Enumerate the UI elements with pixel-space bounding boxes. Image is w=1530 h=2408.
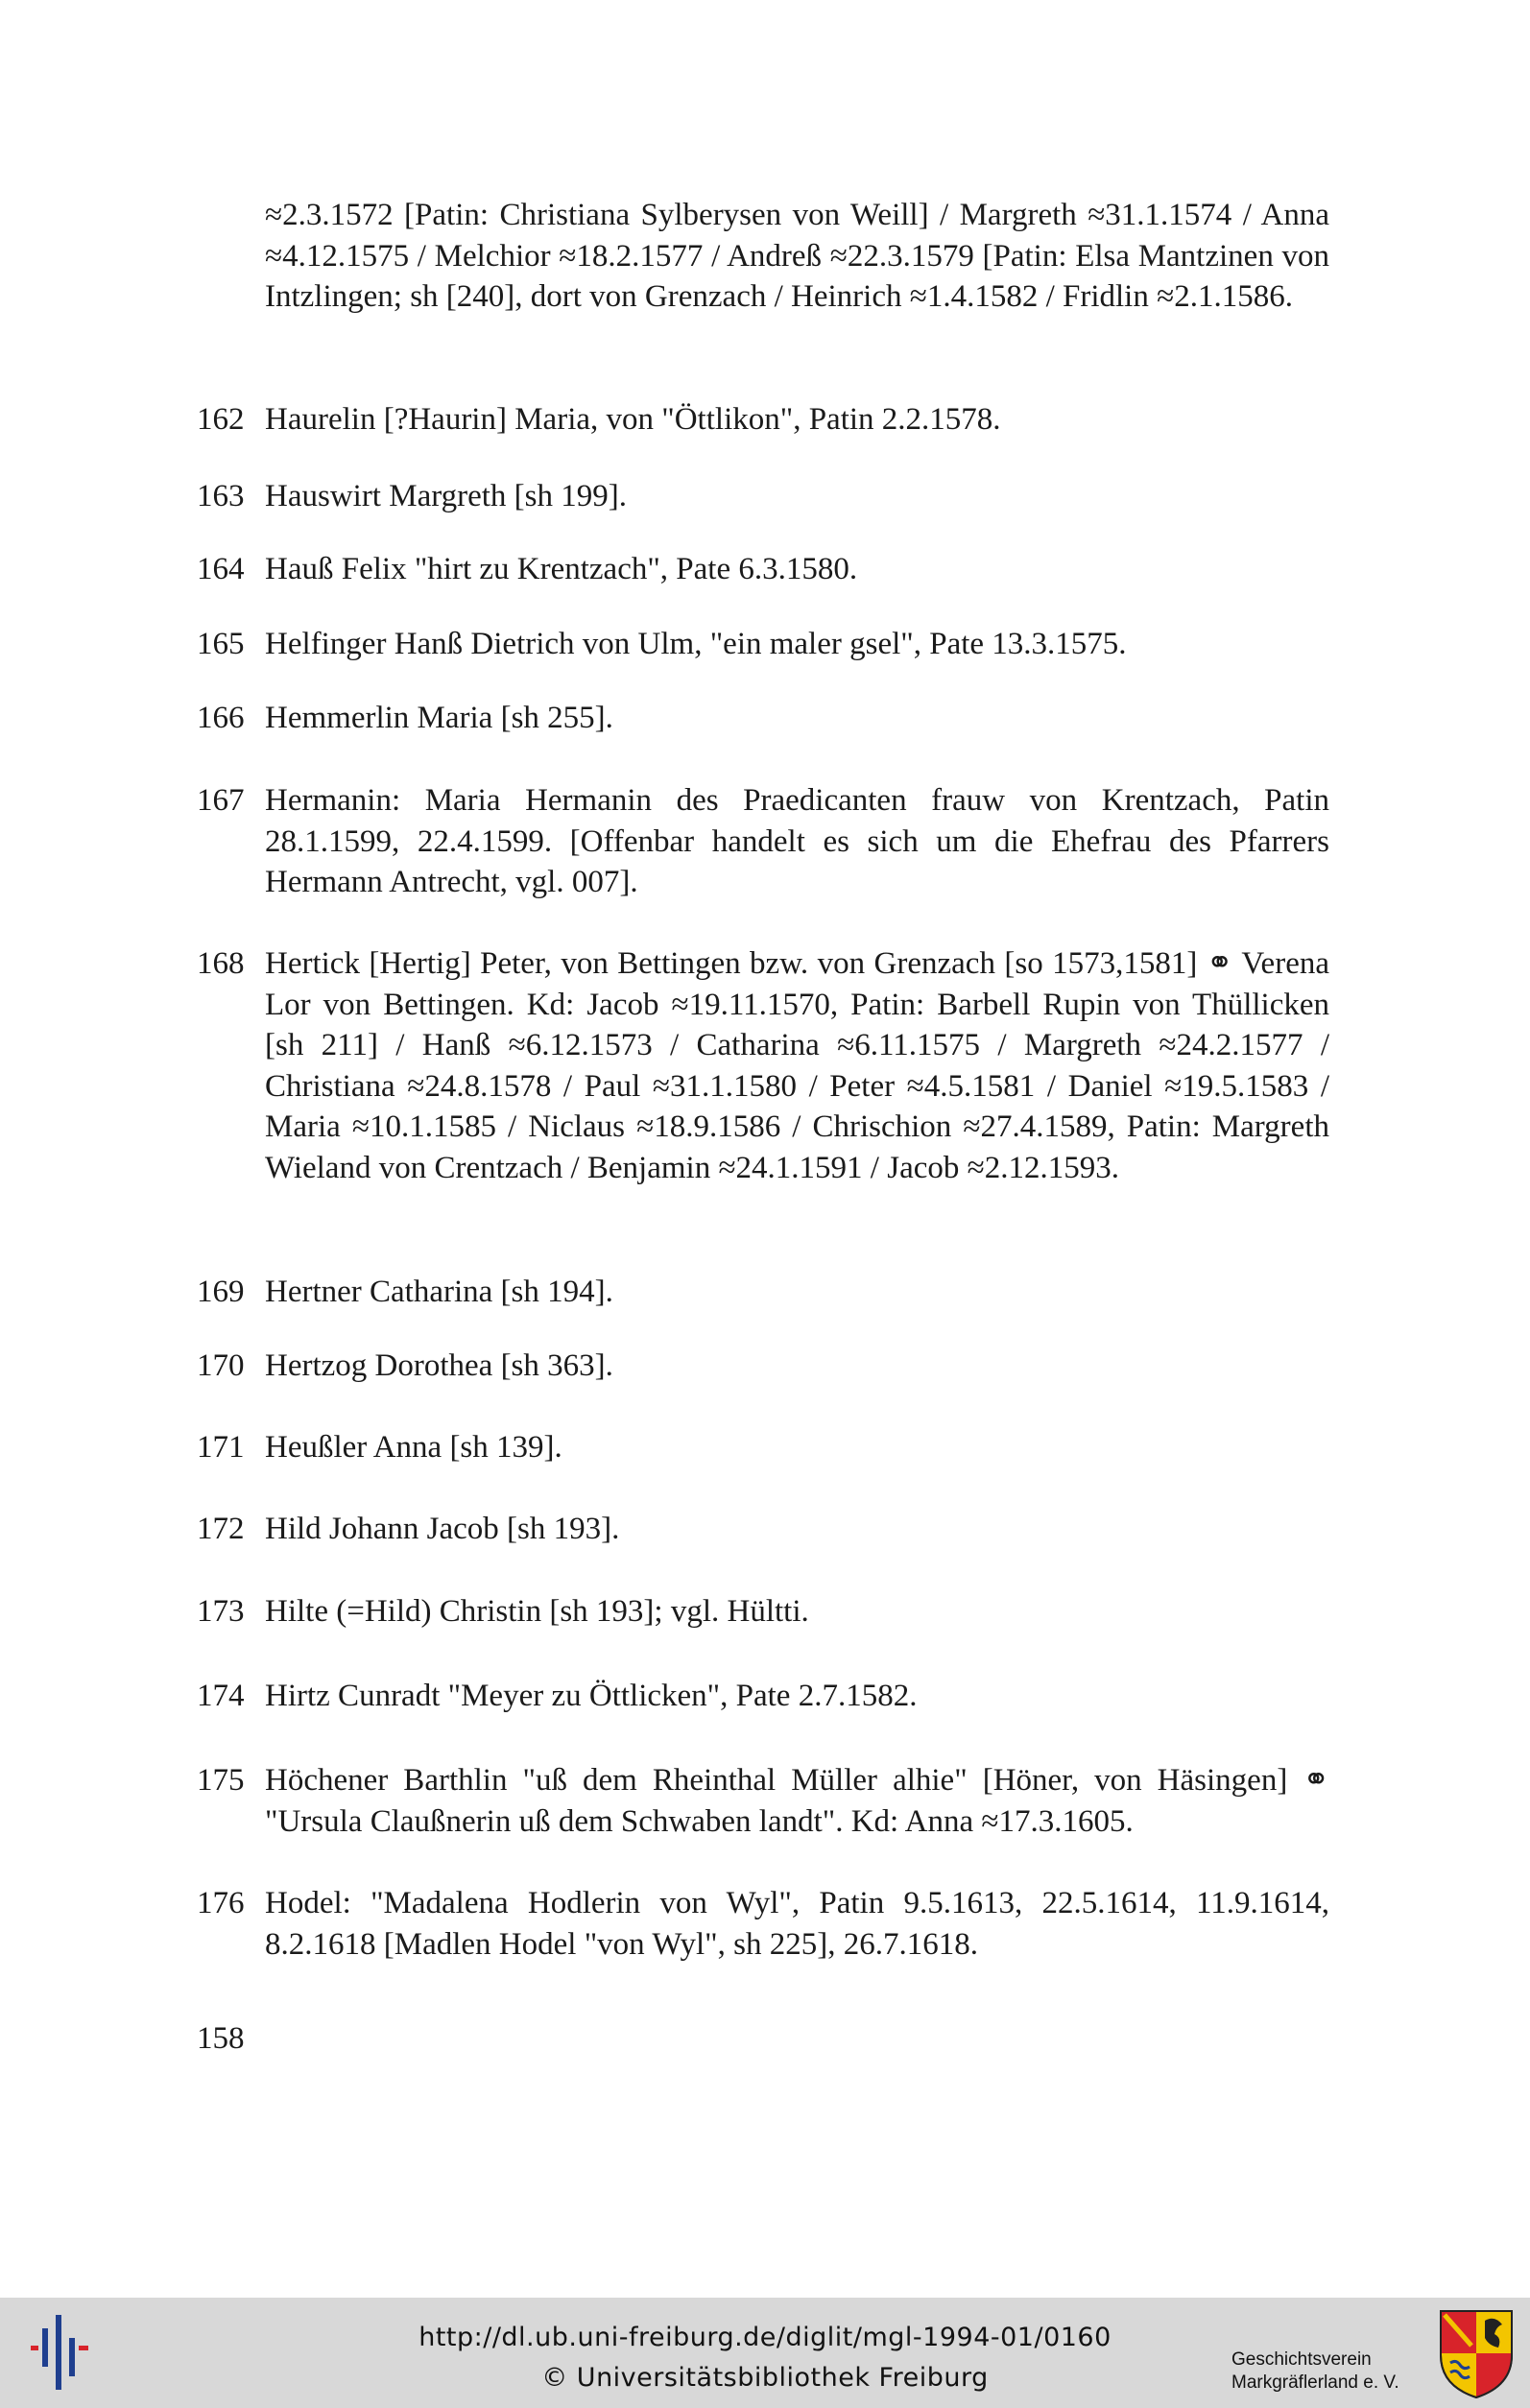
entry-170 xyxy=(197,1346,1329,1387)
entry-text: Hilte (=Hild) Christin [sh 193]; vgl. Hültti. xyxy=(265,1594,809,1629)
entry-173 xyxy=(197,1591,1329,1633)
entry-172 xyxy=(197,1509,1329,1550)
entry-number: 165 xyxy=(197,627,245,661)
entry-175 xyxy=(197,1760,1329,1842)
entry-162 xyxy=(197,399,1329,441)
entry-number: 176 xyxy=(197,1886,245,1920)
entry-number: 166 xyxy=(197,701,245,735)
entry-text: Hauß Felix "hirt zu Krentzach", Pate 6.3.1580. xyxy=(265,552,858,586)
entry-number: 167 xyxy=(197,783,245,818)
entry-text: Höchener Barthlin "uß dem Rheinthal Müller alhie" [Höner, von Häsingen] ⚭ "Ursula Claußnerin uß dem Schwaben landt". Kd: Anna ≈17.3.1605. xyxy=(265,1763,1329,1839)
entry-176 xyxy=(197,1883,1329,1965)
entry-text: Hertzog Dorothea [sh 363]. xyxy=(265,1348,613,1383)
entry-text: Hertick [Hertig] Peter, von Bettingen bzw. von Grenzach [so 1573,1581] ⚭ Verena Lor von Bettingen. Kd: Jacob ≈19.11.1570, Patin: Barbell Rupin von Thüllicken [sh 211] / Hanß ≈6.12.1573 / Catharina ≈6.11.1575 / Margreth ≈24.2.1577 / Christiana ≈24.8.1578 / Paul ≈31.1.1580 / Peter ≈4.5.1581 / Daniel ≈19.5.1583 / Maria ≈10.1.1585 / Niclaus ≈18.9.1586 / Chrischion ≈27.4.1589, Patin: Margreth Wieland von Crentzach / Benjamin ≈24.1.1591 / Jacob ≈2.12.1593. xyxy=(265,946,1329,1185)
copyright-notice: © Universitätsbibliothek Freiburg xyxy=(541,2363,989,2393)
entry-number: 164 xyxy=(197,552,245,586)
entry-text: Haurelin [?Haurin] Maria, von "Öttlikon", Patin 2.2.1578. xyxy=(265,402,1001,437)
entry-text: Hauswirt Margreth [sh 199]. xyxy=(265,479,627,513)
entry-text: Heußler Anna [sh 139]. xyxy=(265,1430,562,1465)
entry-168 xyxy=(197,943,1329,1188)
entry-171 xyxy=(197,1427,1329,1468)
entry-text: Helfinger Hanß Dietrich von Ulm, "ein maler gsel", Pate 13.3.1575. xyxy=(265,627,1127,661)
entry-text: Hemmerlin Maria [sh 255]. xyxy=(265,701,613,735)
entry-text: Hertner Catharina [sh 194]. xyxy=(265,1275,613,1309)
entry-number: 169 xyxy=(197,1275,245,1309)
entry-169 xyxy=(197,1272,1329,1313)
society-name-line1: Geschichtsverein xyxy=(1231,2349,1372,2370)
entry-number: 171 xyxy=(197,1430,245,1465)
entry-number: 168 xyxy=(197,946,245,981)
entry-text: Hermanin: Maria Hermanin des Praedicanten frauw von Krentzach, Patin 28.1.1599, 22.4.1599. [Offenbar handelt es sich um die Ehefrau des Pfarrers Hermann Antrecht, vgl. 007]. xyxy=(265,783,1329,899)
page-number: 158 xyxy=(197,2021,245,2056)
entry-number: 163 xyxy=(197,479,245,513)
entry-164 xyxy=(197,549,1329,590)
entry-text: Hodel: "Madalena Hodlerin von Wyl", Patin 9.5.1613, 22.5.1614, 11.9.1614, 8.2.1618 [Madlen Hodel "von Wyl", sh 225], 26.7.1618. xyxy=(265,1886,1329,1962)
entry-165 xyxy=(197,624,1329,665)
continuation-paragraph: ≈2.3.1572 [Patin: Christiana Sylberysen von Weill] / Margreth ≈31.1.1574 / Anna ≈4.12.1575 / Melchior ≈18.2.1577 / Andreß ≈22.3.1579 [Patin: Elsa Mantzinen von Intzlingen; sh [240], dort von Grenzach / Heinrich ≈1.4.1582 / Fridlin ≈2.1.1586. xyxy=(265,198,1329,314)
entry-number: 162 xyxy=(197,402,245,437)
society-name-line2: Markgräflerland e. V. xyxy=(1231,2372,1399,2393)
entry-number: 175 xyxy=(197,1763,245,1798)
entry-167 xyxy=(197,780,1329,903)
entry-text: Hirtz Cunradt "Meyer zu Öttlicken", Pate 2.7.1582. xyxy=(265,1679,918,1713)
society-name xyxy=(1231,2348,1399,2395)
entry-text: Hild Johann Jacob [sh 193]. xyxy=(265,1512,620,1546)
entry-number: 173 xyxy=(197,1594,245,1629)
footer-bar xyxy=(0,2298,1530,2408)
entry-174 xyxy=(197,1676,1329,1717)
entry-number: 174 xyxy=(197,1679,245,1713)
coat-of-arms-icon xyxy=(1437,2307,1516,2399)
document-url-link[interactable]: http://dl.ub.uni-freiburg.de/diglit/mgl-1994-01/0160 xyxy=(418,2323,1112,2352)
entry-number: 172 xyxy=(197,1512,245,1546)
entry-163 xyxy=(197,476,1329,517)
entry-number: 170 xyxy=(197,1348,245,1383)
entry-166 xyxy=(197,698,1329,739)
